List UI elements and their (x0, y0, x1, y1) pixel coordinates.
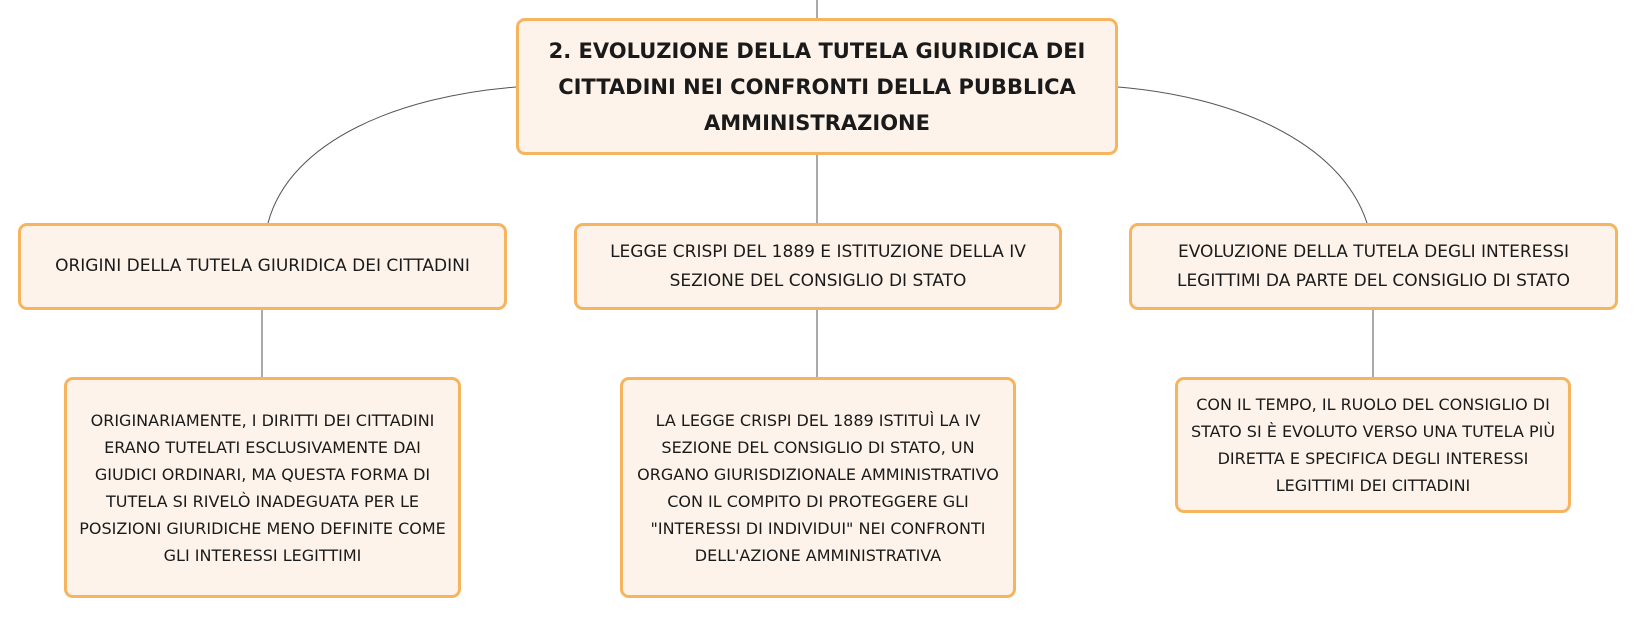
connector-curve-left (268, 87, 516, 223)
root-node[interactable] (516, 18, 1118, 155)
detail-node-evoluzione[interactable] (1175, 377, 1571, 513)
branch-node-legge-crispi[interactable] (574, 223, 1062, 310)
branch-node-title: EVOLUZIONE DELLA TUTELA DEGLI INTERESSI LEGITTIMI DA PARTE DEL CONSIGLIO DI STATO (1176, 241, 1571, 291)
detail-node-text: CON IL TEMPO, IL RUOLO DEL CONSIGLIO DI STATO SI È EVOLUTO VERSO UNA TUTELA PIÙ DIRETTA E SPECIFICA DEGLI INTERESSI LEGITTIMI DEI CITTADINI (1190, 395, 1556, 495)
detail-node-legge-crispi[interactable] (620, 377, 1016, 598)
connector-curve-right (1118, 87, 1367, 223)
detail-node-text: ORIGINARIAMENTE, I DIRITTI DEI CITTADINI ERANO TUTELATI ESCLUSIVAMENTE DAI GIUDICI ORDINARI, MA QUESTA FORMA DI TUTELA SI RIVELÒ INADEGUATA PER LE POSIZIONI GIURIDICHE MENO DEFINITE COME GLI INTERESSI LEGITTIMI (79, 410, 446, 565)
detail-node-text: LA LEGGE CRISPI DEL 1889 ISTITUÌ LA IV SEZIONE DEL CONSIGLIO DI STATO, UN ORGANO GIURISDIZIONALE AMMINISTRATIVO CON IL COMPITO DI PROTEGGERE GLI "INTERESSI DI INDIVIDUI" NEI CONFRONTI DELL'AZIONE AMMINISTRATIVA (637, 410, 999, 565)
branch-node-evoluzione[interactable] (1129, 223, 1618, 310)
branch-node-origini[interactable] (18, 223, 507, 310)
detail-node-origini[interactable] (64, 377, 461, 598)
branch-node-title: LEGGE CRISPI DEL 1889 E ISTITUZIONE DELLA IV SEZIONE DEL CONSIGLIO DI STATO (610, 241, 1026, 291)
root-node-title: 2. EVOLUZIONE DELLA TUTELA GIURIDICA DEI CITTADINI NEI CONFRONTI DELLA PUBBLICA AMMINISTRAZIONE (548, 38, 1086, 135)
branch-node-title: ORIGINI DELLA TUTELA GIURIDICA DEI CITTADINI (55, 256, 470, 276)
